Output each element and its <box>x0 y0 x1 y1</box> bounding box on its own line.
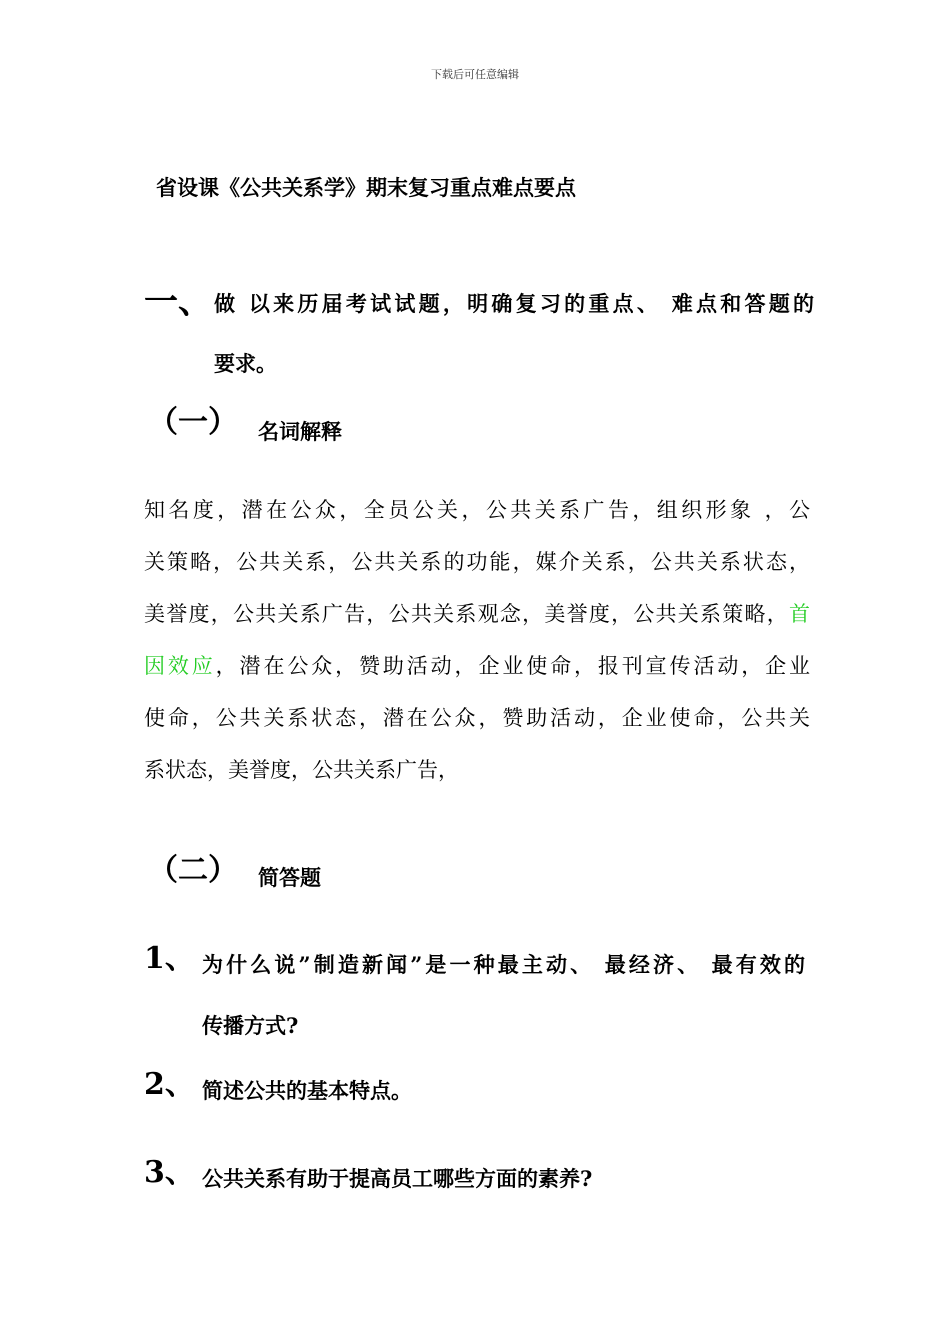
question-3-text: 公共关系有助于提高员工哪些方面的素养? <box>202 1166 593 1191</box>
terms-line <box>144 640 810 692</box>
subsection-2-label: 简答题 <box>258 865 321 890</box>
terms-line: 关策略，公共关系，公共关系的功能，媒介关系，公共关系状态， <box>144 550 810 574</box>
terms-paragraph <box>144 484 810 796</box>
subsection-1-number: （一） <box>148 405 238 440</box>
page-header: 下载后可任意编辑 <box>431 68 519 81</box>
section-1-number: 一、 <box>144 282 212 322</box>
subsection-1-label: 名词解释 <box>258 419 342 444</box>
question-1-number: 1、 <box>144 941 195 976</box>
terms-line: 使命，公共关系状态，潜在公众，赞助活动，企业使命，公共关 <box>144 706 810 730</box>
question-1-text-line2: 传播方式? <box>202 1013 299 1038</box>
section-1-heading-line1: 做 以来历届考试试题，明确复习的重点、 难点和答题的 <box>214 291 814 316</box>
question-2-number: 2、 <box>144 1067 195 1102</box>
terms-text: 美誉度，公共关系广告，公共关系观念，美誉度，公共关系策略， <box>144 602 789 626</box>
question-3-number: 3、 <box>144 1155 195 1190</box>
question-1-text-line1: 为什么说”制造新闻”是一种最主动、 最经济、 最有效的 <box>202 952 805 977</box>
terms-line: 知名度，潜在公众，全员公关，公共关系广告，组织形象 ，公 <box>144 498 810 522</box>
terms-line <box>144 588 810 640</box>
terms-text: ，潜在公众，赞助活动，企业使命，报刊宣传活动，企业 <box>215 654 811 678</box>
terms-line: 系状态，美誉度，公共关系广告， <box>144 758 459 782</box>
highlighted-term: 因效应 <box>144 654 216 678</box>
section-1-heading-line2: 要求。 <box>214 351 277 376</box>
document-title: 省设课《公共关系学》期末复习重点难点要点 <box>156 175 576 200</box>
subsection-2-number: （二） <box>148 853 238 888</box>
highlighted-term: 首 <box>789 602 810 626</box>
question-2-text: 简述公共的基本特点。 <box>202 1078 412 1103</box>
